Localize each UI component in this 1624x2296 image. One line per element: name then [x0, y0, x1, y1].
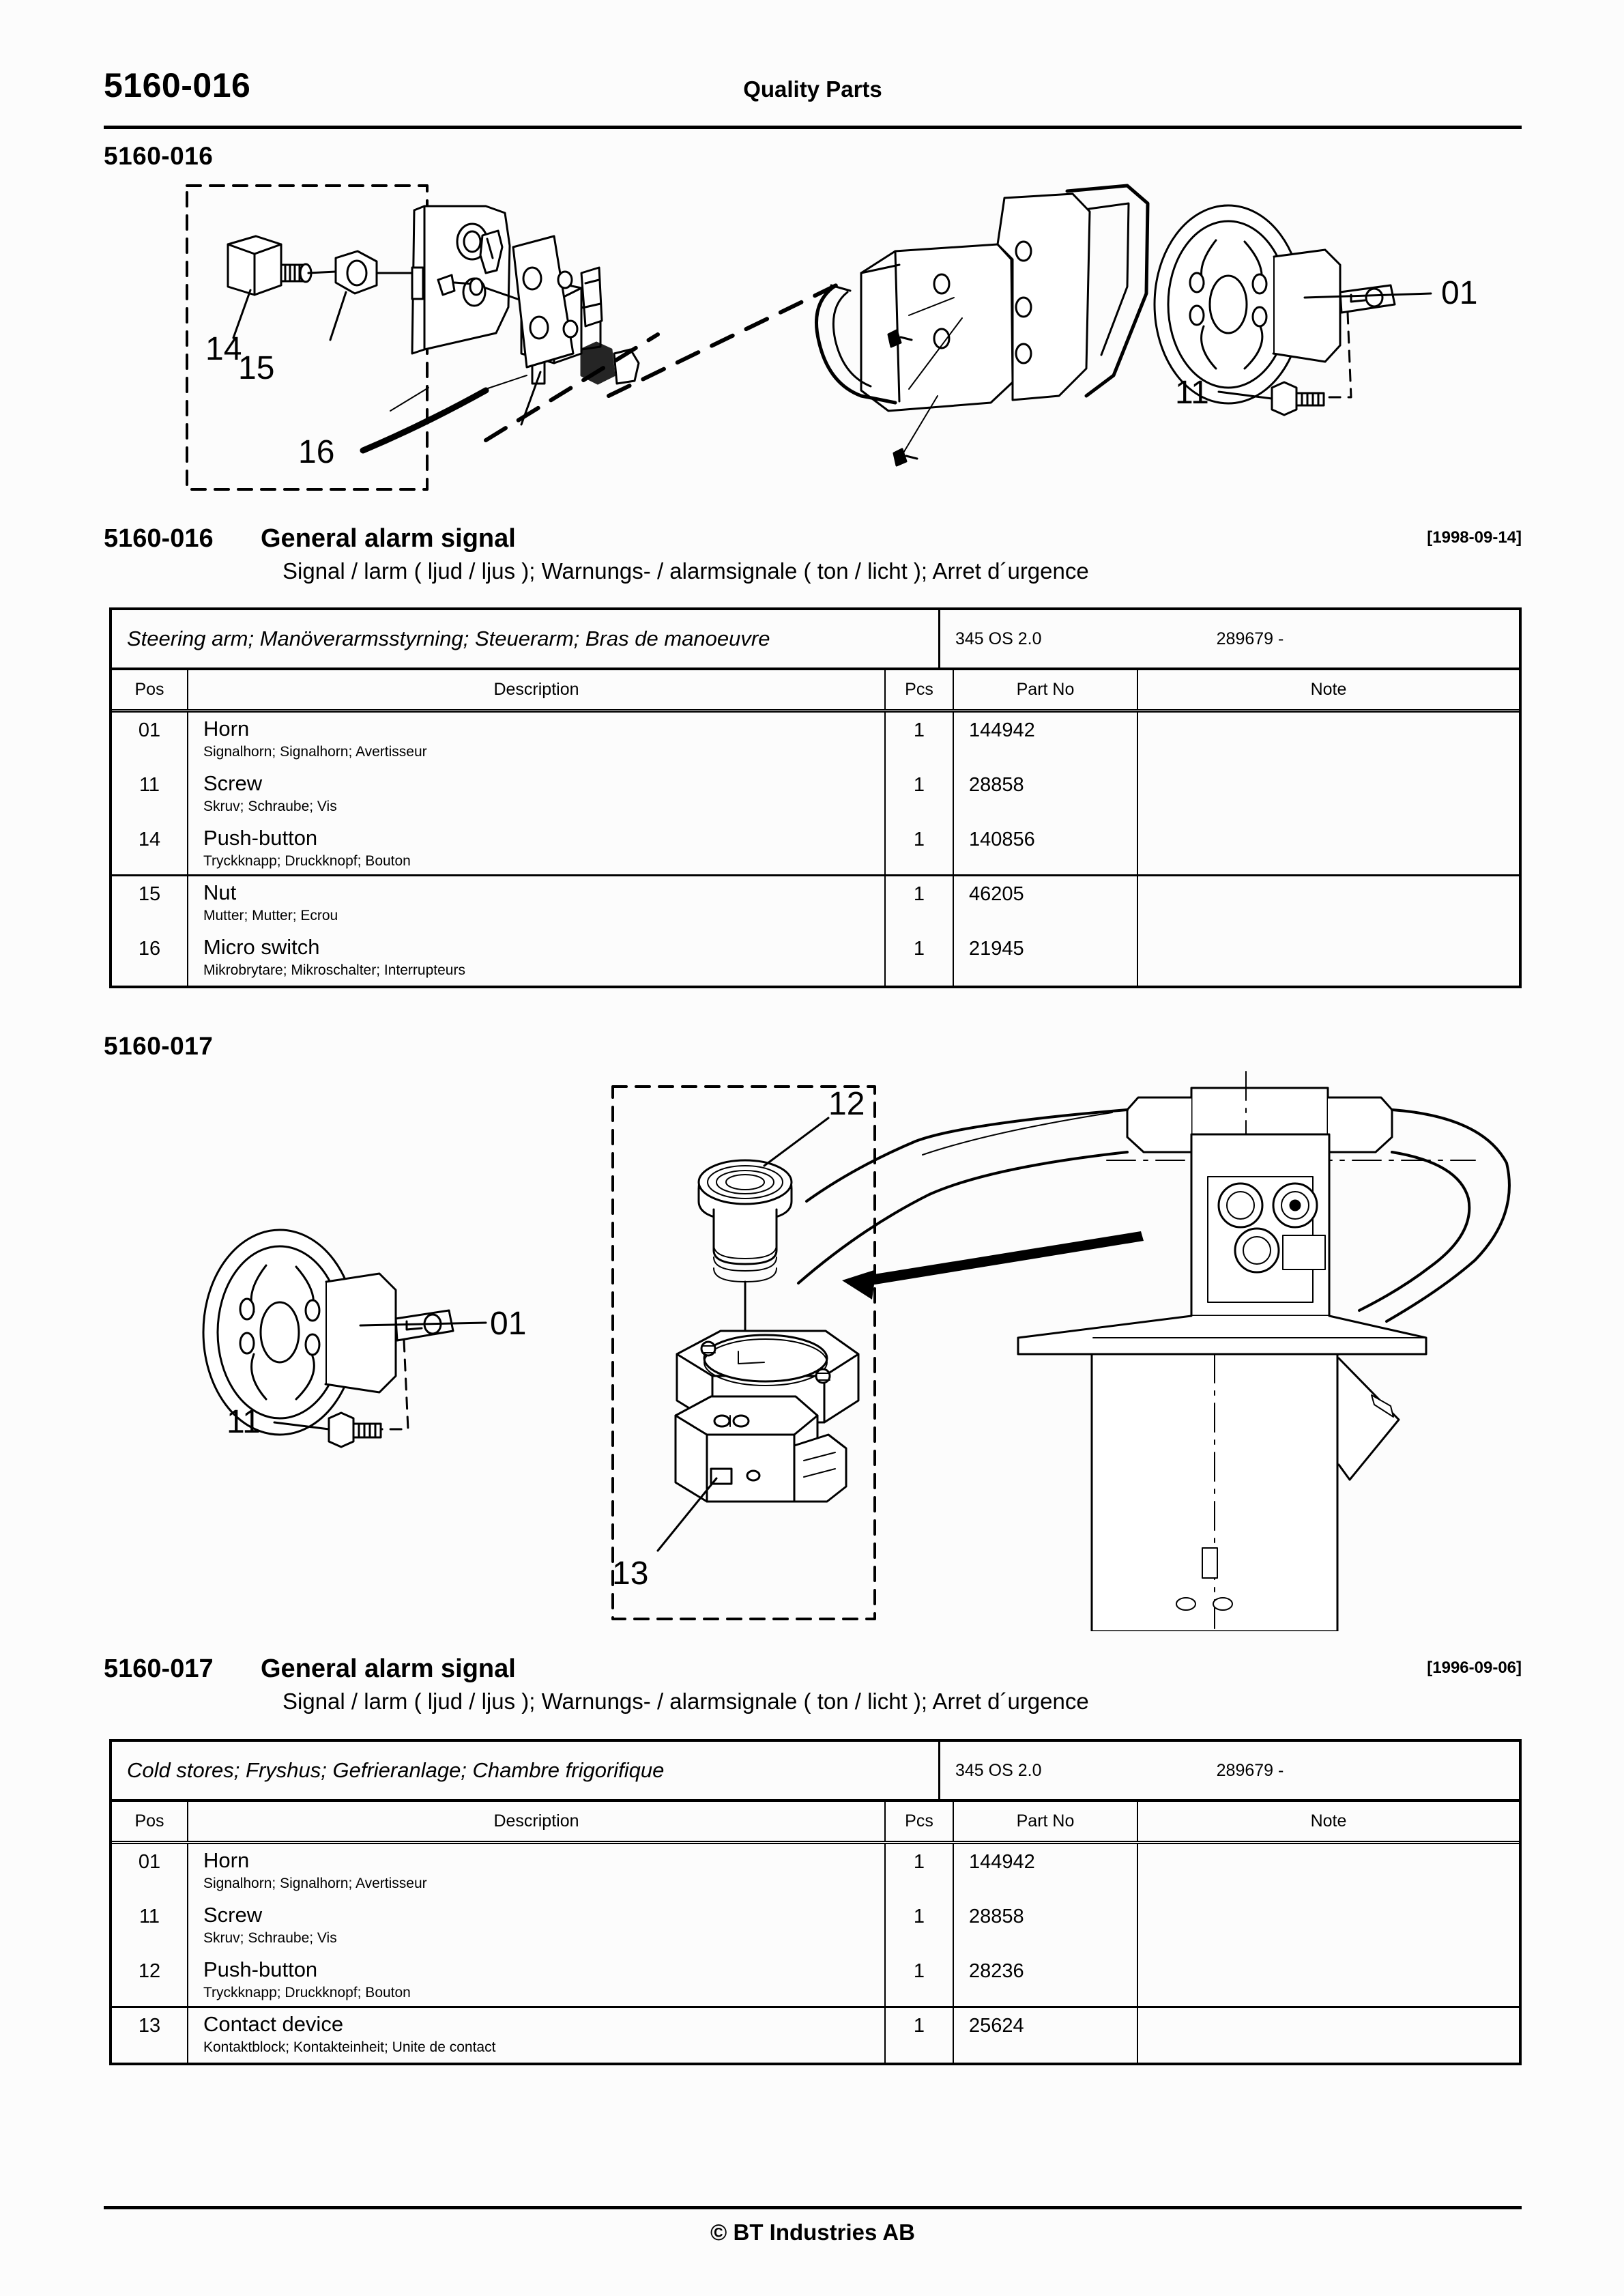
row-part-no: 28236 — [954, 1953, 1138, 2006]
row-desc-en: Push-button — [203, 1957, 318, 1981]
row-description — [188, 767, 886, 822]
row-description — [188, 876, 886, 931]
row-pos: 11 — [112, 1899, 188, 1953]
table-row — [112, 822, 1519, 876]
row-part-no: 144942 — [954, 1844, 1138, 1899]
row-part-no: 28858 — [954, 1899, 1138, 1953]
table-row — [112, 767, 1519, 822]
nut-15-drawing — [308, 251, 414, 340]
table-1-col-desc: Description — [188, 670, 886, 709]
header-page-code: 5160-016 — [104, 66, 251, 104]
section-2-date: [1996-09-06] — [1427, 1659, 1522, 1677]
row-note — [1138, 1953, 1519, 2006]
row-desc-en: Screw — [203, 1903, 263, 1927]
row-pcs: 1 — [886, 1899, 954, 1953]
footer-divider — [104, 2206, 1522, 2209]
row-pos: 12 — [112, 1953, 188, 2006]
header-divider — [104, 126, 1522, 129]
table-2-group-serial: 289679 - — [1216, 1760, 1284, 1780]
row-description — [188, 1899, 886, 1953]
table-1-group-serial: 289679 - — [1216, 629, 1284, 648]
contact-device-13-drawing — [658, 1396, 846, 1551]
row-pcs: 1 — [886, 1844, 954, 1899]
table-2-header-row — [112, 1802, 1519, 1844]
row-part-no: 140856 — [954, 822, 1138, 874]
row-pos: 16 — [112, 931, 188, 986]
figure-2-drawing — [104, 1065, 1522, 1631]
table-row — [112, 1953, 1519, 2008]
table-2-group-model: 345 OS 2.0 — [955, 1760, 1042, 1780]
table-2-group-bar — [112, 1742, 1519, 1802]
table-2-col-pcs: Pcs — [886, 1802, 954, 1841]
row-part-no: 144942 — [954, 713, 1138, 767]
row-pos: 14 — [112, 822, 188, 874]
row-note — [1138, 876, 1519, 931]
callout-11: 11 — [1175, 375, 1209, 411]
table-1-col-note: Note — [1310, 680, 1347, 699]
row-note — [1138, 713, 1519, 767]
row-description — [188, 1953, 886, 2006]
row-desc-translations: Mutter; Mutter; Ecrou — [203, 907, 338, 923]
table-row — [112, 713, 1519, 767]
table-row — [112, 931, 1519, 986]
row-desc-en: Horn — [203, 717, 250, 741]
row-pos: 01 — [112, 1844, 188, 1899]
row-description — [188, 931, 886, 986]
bracket-plate-drawing — [412, 206, 510, 354]
table-1-header-row — [112, 670, 1519, 713]
callout-11-2: 11 — [227, 1404, 261, 1440]
row-desc-translations: Mikrobrytare; Mikroschalter; Interrupteurs — [203, 962, 465, 978]
row-note — [1138, 767, 1519, 822]
row-desc-translations: Kontaktblock; Kontakteinheit; Unite de contact — [203, 2039, 496, 2055]
row-note — [1138, 1899, 1519, 1953]
row-note — [1138, 1844, 1519, 1899]
row-desc-translations: Skruv; Schraube; Vis — [203, 798, 337, 814]
row-pos: 01 — [112, 713, 188, 767]
section-1-title: General alarm signal — [261, 524, 516, 553]
table-1-col-pcs: Pcs — [886, 670, 954, 709]
table-1-group-model: 345 OS 2.0 — [955, 629, 1042, 648]
section-title-2 — [104, 1654, 1522, 1714]
table-2-col-part: Part No — [954, 1802, 1138, 1841]
row-pcs: 1 — [886, 822, 954, 874]
document-title: Quality Parts — [743, 76, 882, 102]
row-desc-translations: Signalhorn; Signalhorn; Avertisseur — [203, 1875, 427, 1891]
table-row — [112, 2008, 1519, 2063]
callout-12: 12 — [828, 1086, 865, 1122]
row-part-no: 25624 — [954, 2008, 1138, 2063]
row-pos: 15 — [112, 876, 188, 931]
transfer-arrow — [842, 1231, 1144, 1300]
row-desc-en: Nut — [203, 880, 237, 904]
footer-copyright: © BT Industries AB — [710, 2220, 915, 2245]
row-desc-en: Horn — [203, 1848, 250, 1872]
row-pcs: 1 — [886, 2008, 954, 2063]
row-desc-en: Screw — [203, 771, 263, 795]
section-code-1: 5160-016 — [104, 142, 214, 170]
figure-5160-016 — [104, 171, 1522, 491]
row-pcs: 1 — [886, 931, 954, 986]
row-pcs: 1 — [886, 767, 954, 822]
row-desc-en: Push-button — [203, 826, 318, 850]
table-row — [112, 1844, 1519, 1899]
tiller-bracket-drawing — [816, 186, 1148, 465]
section-2-code: 5160-017 — [104, 1654, 214, 1683]
callout-15: 15 — [238, 350, 275, 386]
row-desc-en: Micro switch — [203, 935, 320, 959]
row-note — [1138, 931, 1519, 986]
row-description — [188, 2008, 886, 2063]
callout-16: 16 — [298, 434, 335, 470]
row-desc-en: Contact device — [203, 2012, 344, 2036]
row-desc-translations: Skruv; Schraube; Vis — [203, 1929, 337, 1946]
callout-13: 13 — [612, 1555, 649, 1592]
table-1-group-name: Steering arm; Manöverarmsstyrning; Steuerarm; Bras de manoeuvre — [112, 610, 940, 668]
table-2-col-note: Note — [1310, 1811, 1347, 1831]
table-1-group-bar — [112, 610, 1519, 670]
table-1-col-part: Part No — [954, 670, 1138, 709]
row-description — [188, 1844, 886, 1899]
row-note — [1138, 2008, 1519, 2063]
table-row — [112, 1899, 1519, 1953]
push-button-14-drawing — [228, 236, 311, 338]
row-pos: 11 — [112, 767, 188, 822]
callout-14: 14 — [205, 331, 242, 367]
row-part-no: 21945 — [954, 931, 1138, 986]
row-desc-translations: Tryckknapp; Druckknopf; Bouton — [203, 1984, 411, 2000]
row-note — [1138, 822, 1519, 874]
row-description — [188, 713, 886, 767]
row-part-no: 46205 — [954, 876, 1138, 931]
section-2-subtitle: Signal / larm ( ljud / ljus ); Warnungs- / alarmsignale ( ton / licht ); Arret d´urgence — [282, 1689, 1089, 1714]
table-row — [112, 876, 1519, 931]
row-desc-translations: Tryckknapp; Druckknopf; Bouton — [203, 852, 411, 869]
callout-01-2: 01 — [490, 1306, 527, 1342]
table-2-col-desc: Description — [188, 1802, 886, 1841]
section-2-title: General alarm signal — [261, 1654, 516, 1683]
parts-table-2 — [109, 1739, 1522, 2065]
section-1-date: [1998-09-14] — [1427, 528, 1522, 547]
table-2-col-pos: Pos — [112, 1802, 188, 1841]
section-title-1 — [104, 524, 1522, 584]
section-code-2: 5160-017 — [104, 1032, 214, 1060]
table-2-group-name: Cold stores; Fryshus; Gefrieranlage; Chambre frigorifique — [112, 1742, 940, 1799]
callout-01: 01 — [1441, 275, 1478, 311]
section-1-subtitle: Signal / larm ( ljud / ljus ); Warnungs- / alarmsignale ( ton / licht ); Arret d´urgence — [282, 558, 1089, 584]
row-desc-translations: Signalhorn; Signalhorn; Avertisseur — [203, 743, 427, 760]
table-1-col-pos: Pos — [112, 670, 188, 709]
row-pcs: 1 — [886, 1953, 954, 2006]
row-pos: 13 — [112, 2008, 188, 2063]
row-pcs: 1 — [886, 713, 954, 767]
tiller-head-drawing — [798, 1072, 1509, 1631]
figure-5160-017 — [104, 1065, 1522, 1631]
row-part-no: 28858 — [954, 767, 1138, 822]
section-1-code: 5160-016 — [104, 524, 214, 553]
row-pcs: 1 — [886, 876, 954, 931]
parts-table-1 — [109, 607, 1522, 988]
row-description — [188, 822, 886, 874]
page-header — [104, 66, 1522, 120]
